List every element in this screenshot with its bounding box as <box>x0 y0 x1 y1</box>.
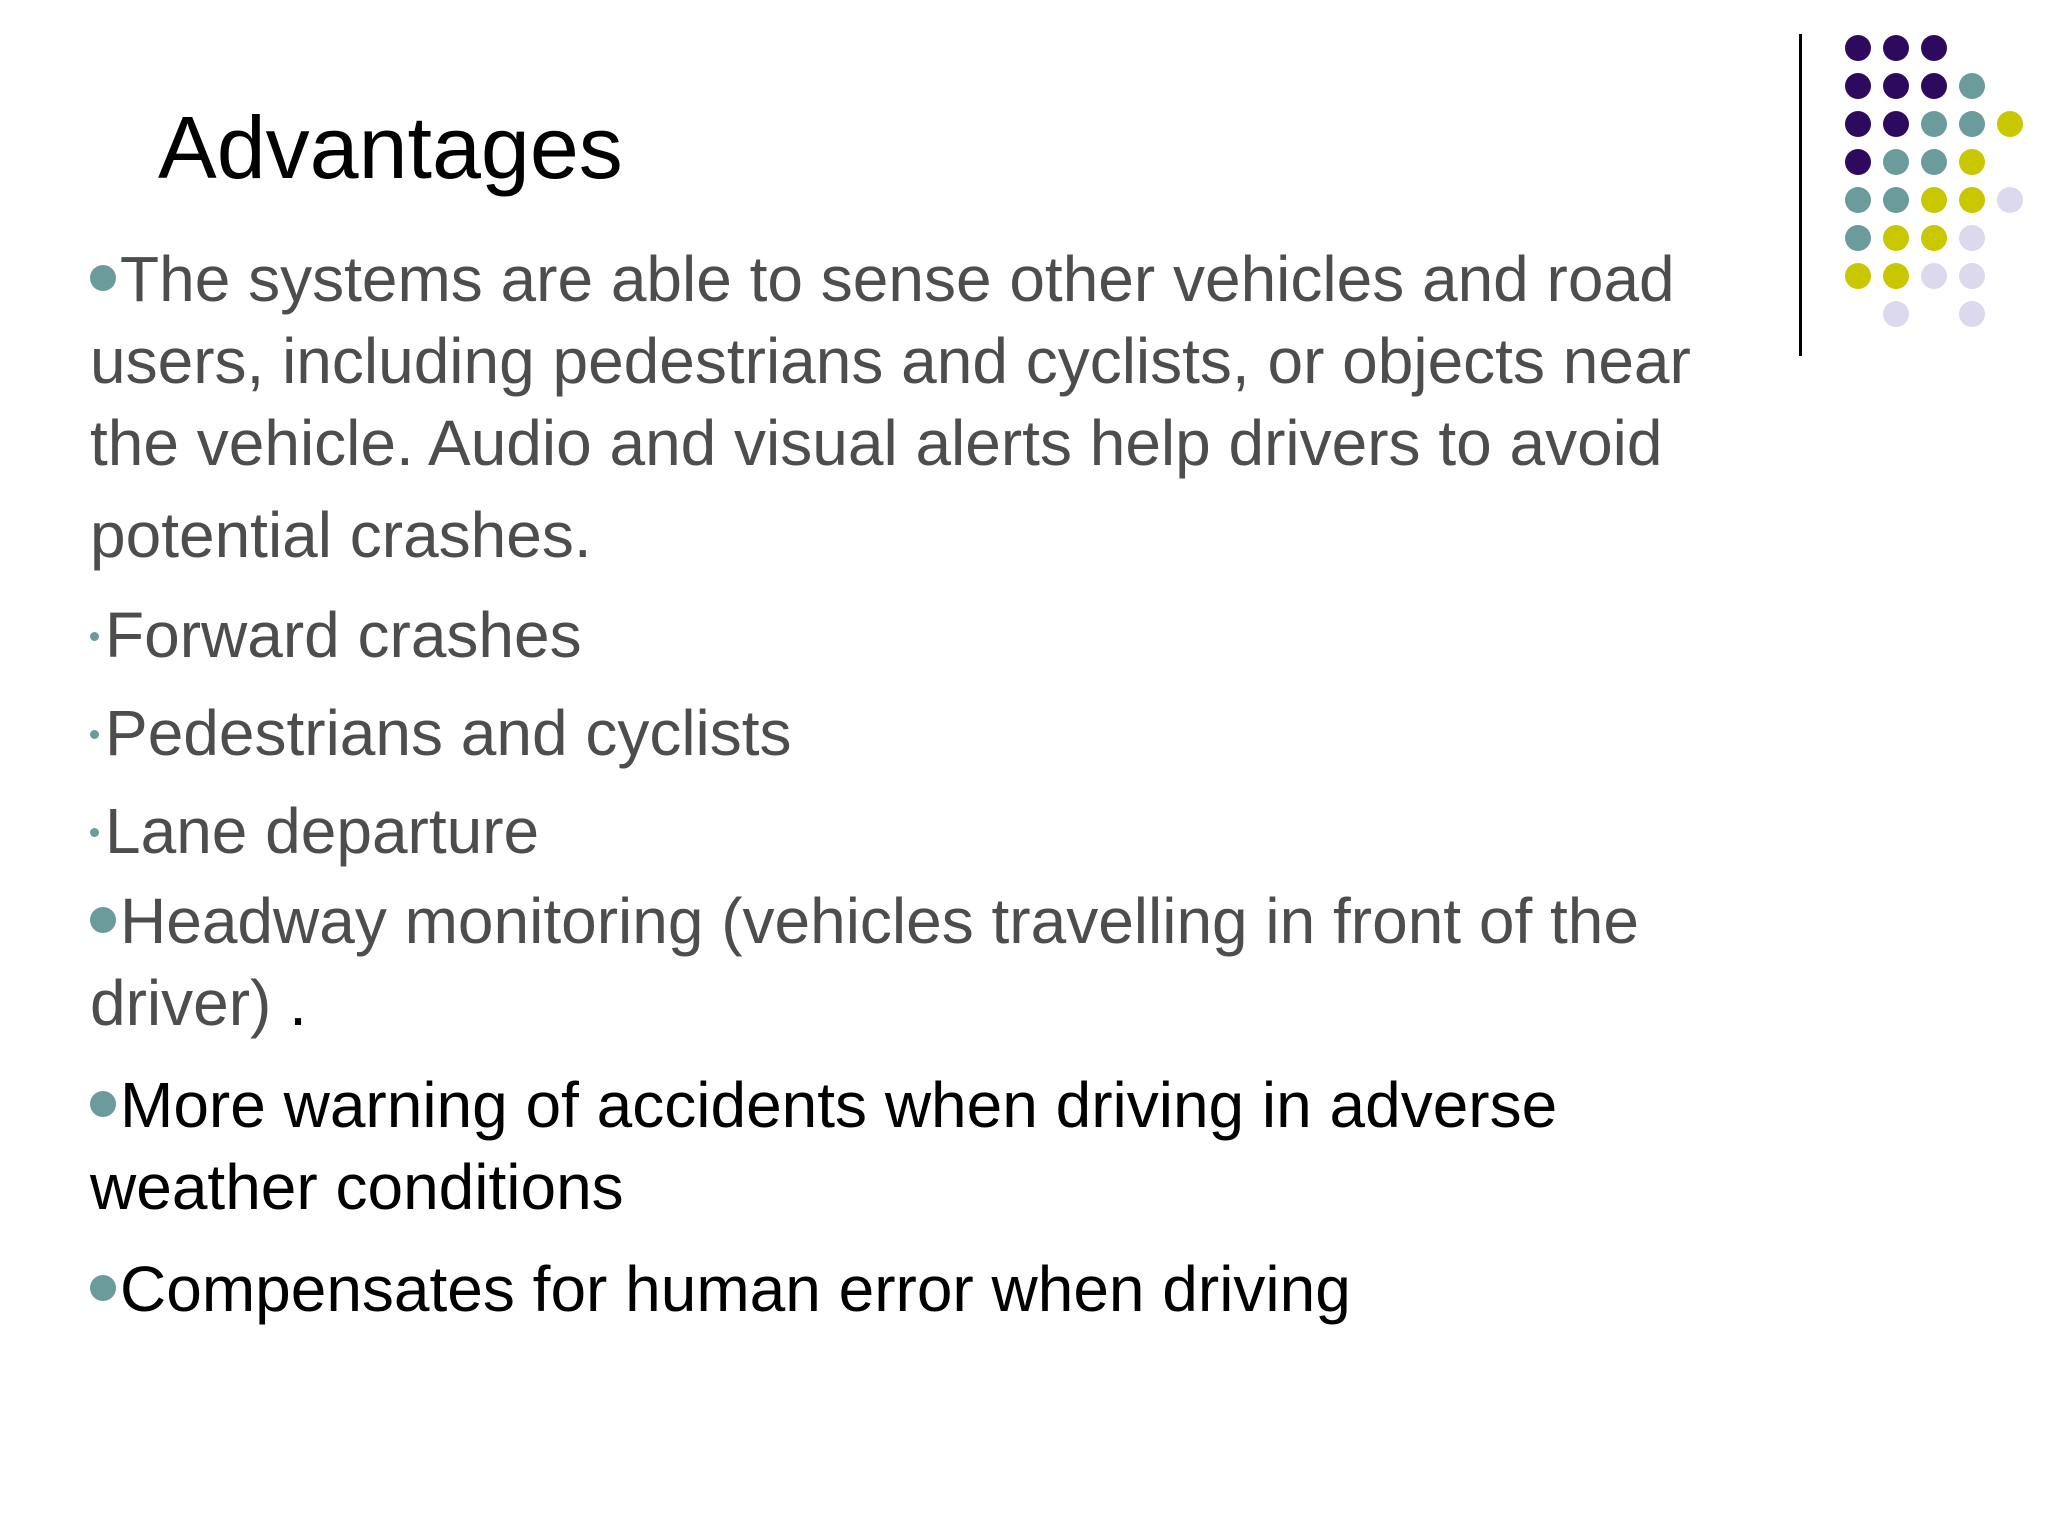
sub-item-pedestrians <box>90 684 1810 782</box>
slide-title: Advantages <box>158 98 623 197</box>
intro-line-2: users, including pedestrians and cyclists, or objects near <box>90 325 1691 397</box>
warning-line-2: weather conditions <box>90 1151 624 1223</box>
intro-line-4: potential crashes. <box>90 499 592 571</box>
bullet-icon <box>90 1275 116 1301</box>
small-bullet-icon <box>90 828 99 837</box>
small-bullet-icon <box>90 632 99 641</box>
warning-paragraph <box>90 1064 1810 1228</box>
compensates-paragraph <box>90 1248 1810 1330</box>
intro-line-3: the vehicle. Audio and visual alerts help drivers to avoid <box>90 407 1663 479</box>
bullet-icon <box>90 907 116 933</box>
slide-body <box>90 238 1810 1330</box>
sub-item-label: Forward crashes <box>105 599 582 671</box>
headway-line-1: Headway monitoring (vehicles travelling in front of the <box>120 885 1639 957</box>
sub-item-label: Pedestrians and cyclists <box>105 697 792 769</box>
warning-line-1: More warning of accidents when driving in adverse <box>120 1069 1558 1141</box>
headway-paragraph <box>90 880 1810 1044</box>
bullet-icon <box>90 1091 116 1117</box>
headway-period: . <box>289 967 307 1039</box>
sub-item-forward-crashes <box>90 586 1810 684</box>
small-bullet-icon <box>90 730 99 739</box>
intro-line-1: The systems are able to sense other vehicles and road <box>120 243 1675 315</box>
sub-item-lane-departure <box>90 782 1810 880</box>
sub-item-label: Lane departure <box>105 795 540 867</box>
headway-line-2: driver) <box>90 967 290 1039</box>
bullet-icon <box>90 265 116 291</box>
intro-paragraph <box>90 238 1810 576</box>
compensates-text: Compensates for human error when driving <box>120 1253 1351 1325</box>
